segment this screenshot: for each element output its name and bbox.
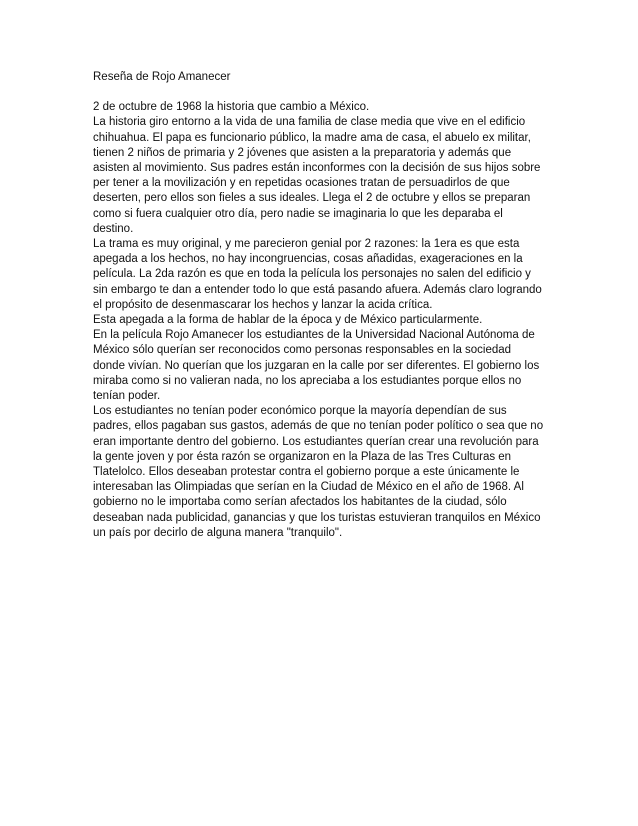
paragraph-students: En la película Rojo Amanecer los estudiantes de la Universidad Nacional Autónoma de México sólo querían ser reconocidos como personas responsables en la sociedad donde vivían. No querían que los juzgaran en la calle por ser diferentes. El gobierno los miraba como si no valieran nada, no los apreciaba a los estudiantes porque ellos no tenían poder.: [93, 329, 540, 403]
paragraph-language: Esta apegada a la forma de hablar de la época y de México particularmente.: [93, 314, 483, 327]
paragraph-power: Los estudiantes no tenían poder económico porque la mayoría dependían de sus padres, ellos pagaban sus gastos, además de que no tenían poder político o sea que no eran importante dentro del gobierno. Los estudiantes querían crear una revolución para la gente joven y por ésta razón se organizaron en la Plaza de las Tres Culturas en Tlatelolco. Ellos deseaban protestar contra el gobierno porque a este únicamente le interesaban las Olimpiadas que serían en la Ciudad de México en el año de 1968. Al gobierno no le importaba como serían afectados los habitantes de la ciudad, sólo deseaban nada publicidad, ganancias y que los turistas estuvieran tranquilos en México un país por decirlo de alguna manera "tranquilo".: [93, 405, 544, 539]
paragraph-date: 2 de octubre de 1968 la historia que cambio a México.: [93, 101, 370, 114]
document-title: Reseña de Rojo Amanecer: [93, 71, 231, 83]
paragraph-synopsis: La historia giro entorno a la vida de una familia de clase media que vive en el edificio chihuahua. El papa es funcionario público, la madre ama de casa, el abuelo ex militar, tienen 2 niños de primaria y 2 jóvenes que asisten a la preparatoria y además que asisten al movimiento. Sus padres están inconformes con la decisión de sus hijos sobre per tener a la movilización y en repetidas ocasiones tratan de persuadirlos de que deserten, pero ellos son fieles a sus ideales. Llega el 2 de octubre y ellos se preparan como si fuera cualquier otro día, pero nadie se imaginaria lo que les deparaba el destino.: [93, 116, 541, 235]
paragraph-opinion: La trama es muy original, y me parecieron genial por 2 razones: la 1era es que esta apegada a los hechos, no hay incongruencias, cosas añadidas, exageraciones en la película. La 2da razón es que en toda la película los personajes no salen del edificio y sin embargo te dan a entender todo lo que está pasando afuera. Además claro logrando el propósito de desenmascarar los hechos y lanzar la acida crítica.: [93, 238, 542, 311]
document-body: [93, 70, 545, 541]
